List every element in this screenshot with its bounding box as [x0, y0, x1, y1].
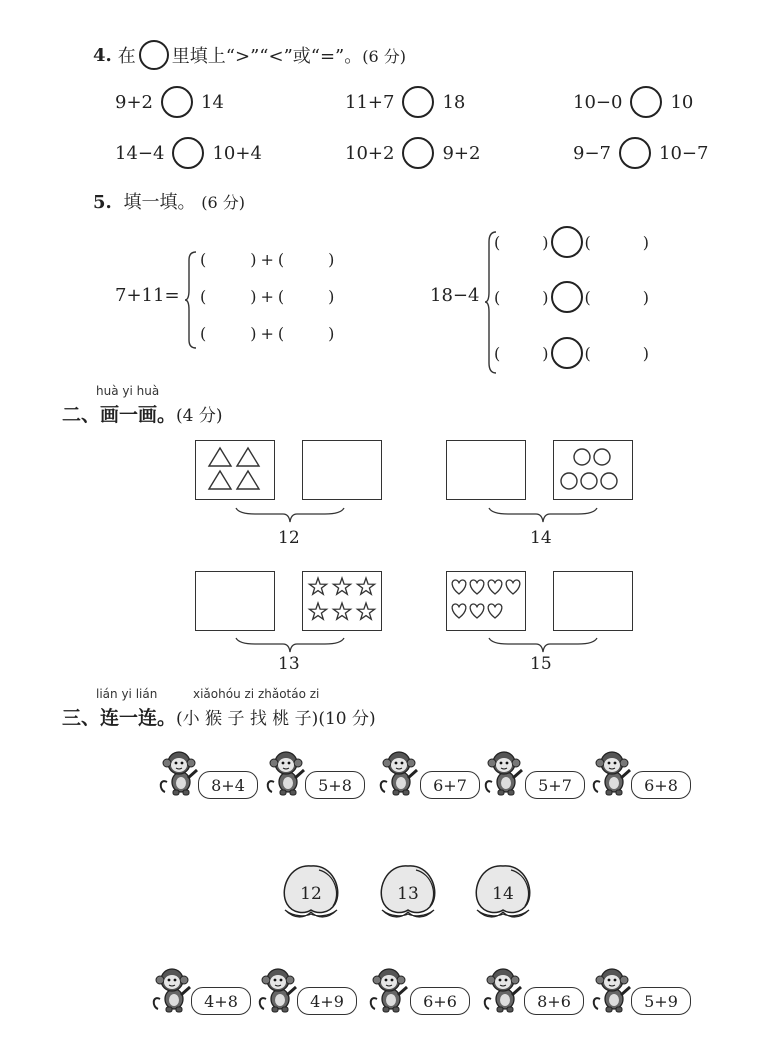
q4-item-1 — [115, 86, 224, 118]
answer-circle-icon — [139, 40, 169, 70]
plus-sign: + — [260, 287, 274, 306]
s3-pinyin-2: xiǎohóu zi zhǎotáo zi — [193, 687, 320, 701]
q5-left-row-3 — [200, 324, 334, 343]
q4-left: 14−4 — [115, 142, 165, 164]
monkey-icon — [367, 965, 411, 1013]
q5-points: (6 分) — [201, 193, 246, 212]
draw-box-empty[interactable] — [446, 440, 526, 500]
q5-left-expression: 7+11= — [115, 285, 180, 306]
s3-pinyin-1: lián yi lián — [96, 687, 158, 701]
peach-number: 12 — [300, 884, 322, 904]
q4-right: 14 — [201, 91, 224, 113]
open-paren: ( — [200, 324, 207, 343]
bracket-icon — [235, 506, 345, 524]
compare-circle[interactable] — [172, 137, 204, 169]
bracket-icon — [488, 636, 598, 654]
draw-box-stars — [302, 571, 382, 631]
bracket-icon — [488, 506, 598, 524]
peach-14[interactable] — [467, 860, 539, 922]
q4-points: (6 分) — [362, 46, 407, 66]
close-paren: ) — [642, 343, 649, 363]
q5-number: 5. — [93, 192, 112, 213]
q5-left-row-1 — [200, 250, 334, 269]
monkey-icon — [256, 965, 300, 1013]
close-paren: ) — [542, 343, 549, 363]
open-paren: ( — [200, 287, 207, 306]
q4-title — [93, 40, 406, 70]
peach-12[interactable] — [275, 860, 347, 922]
peach-number: 14 — [492, 884, 514, 904]
monkey-icon — [150, 965, 194, 1013]
open-paren: ( — [584, 232, 591, 252]
q4-item-5 — [345, 137, 480, 169]
top-card[interactable]: 8+4 — [198, 771, 258, 799]
open-paren: ( — [584, 343, 591, 363]
close-paren: ) — [328, 324, 335, 343]
close-paren: ) — [250, 250, 257, 269]
close-paren: ) — [250, 287, 257, 306]
draw-box-empty[interactable] — [195, 571, 275, 631]
q5-left-row-2 — [200, 287, 334, 306]
q4-left: 10−0 — [573, 91, 623, 113]
peach-13[interactable] — [372, 860, 444, 922]
q4-right: 10−7 — [659, 142, 709, 164]
s3-title — [62, 703, 376, 730]
star-icons — [303, 572, 381, 630]
top-card[interactable]: 6+7 — [420, 771, 480, 799]
q4-right: 10 — [670, 91, 694, 113]
s2-title — [62, 400, 223, 427]
q4-right: 18 — [442, 91, 466, 113]
draw-box-empty[interactable] — [302, 440, 382, 500]
close-paren: ) — [542, 232, 549, 252]
q4-left: 10+2 — [345, 142, 395, 164]
operator-circle[interactable] — [551, 281, 583, 313]
q4-left: 9+2 — [115, 91, 153, 113]
s3-points: (10 分) — [318, 709, 376, 729]
operator-circle[interactable] — [551, 337, 583, 369]
q4-item-2 — [345, 86, 465, 118]
q4-right: 9+2 — [442, 142, 481, 164]
bottom-card[interactable]: 4+9 — [297, 987, 357, 1015]
close-paren: ) — [328, 250, 335, 269]
compare-circle[interactable] — [161, 86, 193, 118]
group-total: 15 — [530, 654, 552, 674]
q4-title-post: 里填上“>”“<”或“=”。 — [171, 46, 363, 67]
q4-item-6 — [573, 137, 708, 169]
close-paren: ) — [542, 287, 549, 307]
close-paren: ) — [642, 287, 649, 307]
monkey-icon — [590, 748, 634, 796]
q4-left: 9−7 — [573, 142, 611, 164]
q5-right-row-1 — [494, 226, 649, 258]
group-total: 13 — [278, 654, 300, 674]
compare-circle[interactable] — [402, 137, 434, 169]
top-card[interactable]: 6+8 — [631, 771, 691, 799]
open-paren: ( — [494, 287, 501, 307]
q4-right: 10+4 — [212, 142, 262, 164]
monkey-icon — [377, 748, 421, 796]
draw-box-circles — [553, 440, 633, 500]
monkey-icon — [157, 748, 201, 796]
bottom-card[interactable]: 4+8 — [191, 987, 251, 1015]
open-paren: ( — [277, 324, 285, 343]
open-paren: ( — [277, 250, 285, 269]
q5-title — [93, 188, 245, 214]
bracket-icon — [235, 636, 345, 654]
draw-box-hearts — [446, 571, 526, 631]
compare-circle[interactable] — [630, 86, 662, 118]
heart-icons — [447, 572, 525, 630]
close-paren: ) — [328, 287, 335, 306]
s2-title-text: 二、画一画。 — [62, 404, 177, 426]
q5-right-row-2 — [494, 281, 649, 313]
open-paren: ( — [200, 250, 207, 269]
monkey-icon — [590, 965, 634, 1013]
open-paren: ( — [494, 232, 501, 252]
compare-circle[interactable] — [619, 137, 651, 169]
monkey-icon — [482, 748, 526, 796]
plus-sign: + — [260, 250, 274, 269]
top-card[interactable]: 5+8 — [305, 771, 365, 799]
q4-number: 4. — [93, 44, 112, 66]
q5-title-text: 填一填。 — [123, 192, 196, 213]
peach-number: 13 — [397, 884, 419, 904]
circle-icons — [554, 441, 632, 499]
left-brace-icon — [184, 250, 198, 350]
group-total: 12 — [278, 528, 300, 548]
bottom-card[interactable]: 6+6 — [410, 987, 470, 1015]
monkey-icon — [481, 965, 525, 1013]
q4-title-pre: 在 — [117, 46, 136, 67]
compare-circle[interactable] — [402, 86, 434, 118]
draw-box-triangles — [195, 440, 275, 500]
group-total: 14 — [530, 528, 552, 548]
q4-item-3 — [573, 86, 693, 118]
s3-title-text: 三、连一连。 — [62, 707, 177, 729]
close-paren: ) — [642, 232, 649, 252]
monkey-icon — [264, 748, 308, 796]
triangle-icons — [196, 441, 274, 499]
s3-subtitle: (小 猴 子 找 桃 子) — [176, 709, 319, 729]
s2-pinyin: huà yi huà — [96, 384, 160, 398]
top-card[interactable]: 5+7 — [525, 771, 585, 799]
bottom-card[interactable]: 5+9 — [631, 987, 691, 1015]
s2-points: (4 分) — [176, 406, 223, 426]
open-paren: ( — [277, 287, 285, 306]
q4-left: 11+7 — [345, 91, 395, 113]
q5-right-row-3 — [494, 337, 649, 369]
close-paren: ) — [250, 324, 257, 343]
bottom-card[interactable]: 8+6 — [524, 987, 584, 1015]
q5-right-expression: 18−4 — [430, 285, 480, 306]
operator-circle[interactable] — [551, 226, 583, 258]
draw-box-empty[interactable] — [553, 571, 633, 631]
plus-sign: + — [260, 324, 274, 343]
open-paren: ( — [494, 343, 501, 363]
q4-item-4 — [115, 137, 262, 169]
open-paren: ( — [584, 287, 591, 307]
